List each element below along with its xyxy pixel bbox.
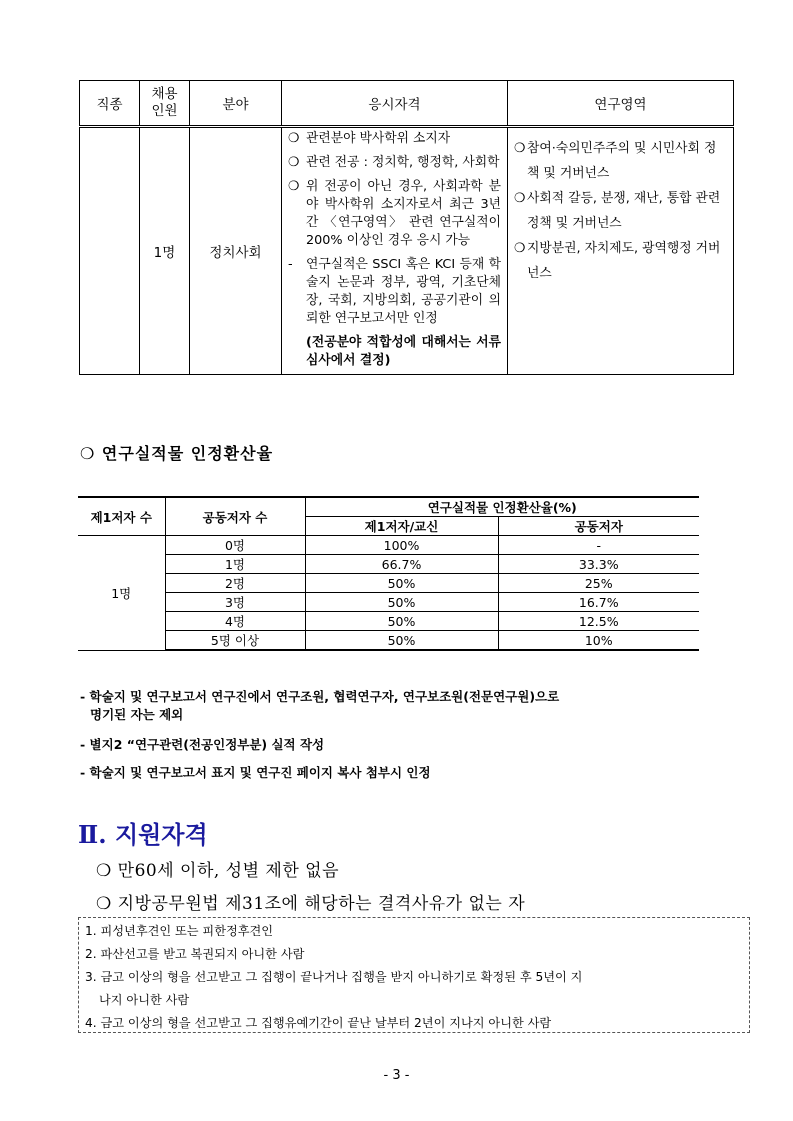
- first-author-value: 1명: [78, 536, 165, 651]
- header-field: 분야: [190, 81, 282, 127]
- header-count: [140, 81, 190, 127]
- table-row: 1명 66.7% 33.3%: [78, 555, 699, 574]
- conversion-rate-heading: ❍ 연구실적물 인정환산율: [80, 444, 274, 463]
- disqualification-item: 2. 파산선고를 받고 복권되지 아니한 사람: [85, 947, 305, 961]
- circle-bullet-icon: ❍: [288, 131, 300, 146]
- research-area-item: ❍ 참여·숙의민주주의 및 시민사회 정책 및 거버넌스: [514, 136, 727, 186]
- table-row: 1명 0명 100% -: [78, 536, 699, 555]
- eligibility-title: Ⅱ. 지원자격: [78, 820, 208, 849]
- qualification-item: - 연구실적은 SSCI 혹은 KCI 등재 학술지 논문과 정부, 광역, 기초단체장, 국회, 지방의회, 공공기관이 의뢰한 연구보고서만 인정: [288, 257, 501, 326]
- dash-bullet-icon: -: [288, 257, 293, 272]
- count-cell: 1명: [140, 127, 190, 375]
- job-cell: [80, 127, 140, 375]
- header-research-area: 연구영역: [508, 81, 734, 127]
- qualification-item: ❍ 관련분야 박사학위 소지자: [288, 131, 451, 146]
- table-row: 5명 이상 50% 10%: [78, 631, 699, 651]
- header-job: 직종: [80, 81, 140, 127]
- note-excluded-members: - 학술지 및 연구보고서 연구진에서 연구조원, 협력연구자, 연구보조원(전문연구원)으로 명기된 자는 제외: [80, 689, 560, 722]
- table-row: 4명 50% 12.5%: [78, 612, 699, 631]
- header-coauthor-count: 공동저자 수: [165, 497, 305, 536]
- research-area-cell: [508, 127, 734, 375]
- circle-bullet-icon: ❍: [288, 179, 300, 194]
- conversion-header-row: [78, 497, 699, 517]
- circle-bullet-icon: ❍: [514, 191, 526, 206]
- disqualification-item: 3. 금고 이상의 형을 선고받고 그 집행이 끝나거나 집행을 받지 아니하기로 확정된 후 5년이 지: [85, 970, 583, 984]
- disqualification-item: 4. 금고 이상의 형을 선고받고 그 집행유예기간이 끝난 날부터 2년이 지나지 아니한 사람: [85, 1016, 552, 1030]
- table-row: 3명 50% 16.7%: [78, 593, 699, 612]
- field-cell: 정치사회: [190, 127, 282, 375]
- note-copy-attachment: - 학술지 및 연구보고서 표지 및 연구진 페이지 복사 첨부시 인정: [80, 765, 431, 780]
- eligibility-condition: ❍ 만60세 이하, 성별 제한 없음: [96, 861, 340, 881]
- eligibility-condition: ❍ 지방공무원법 제31조에 해당하는 결격사유가 없는 자: [96, 894, 526, 914]
- disqualification-item: 1. 피성년후견인 또는 피한정후견인: [85, 924, 274, 938]
- circle-bullet-icon: ❍: [288, 155, 300, 170]
- research-area-item: ❍ 사회적 갈등, 분쟁, 재난, 통합 관련 정책 및 거버넌스: [514, 186, 727, 236]
- research-area-item: ❍ 지방분권, 자치제도, 광역행정 거버넌스: [514, 236, 727, 286]
- header-count-line2: 인원: [151, 103, 178, 119]
- conversion-rate-table: [78, 496, 699, 651]
- recruitment-row: [80, 127, 734, 375]
- header-rate-group: 연구실적물 인정환산율(%): [305, 497, 699, 517]
- qualification-item: ❍ 관련 전공 : 정치학, 행정학, 사회학: [288, 155, 500, 170]
- header-first-author-count: 제1저자 수: [78, 497, 165, 536]
- note-appendix-2: - 별지2 “연구관련(전공인정부분) 실적 작성: [80, 737, 325, 752]
- disqualification-item-continued: 나지 아니한 사람: [99, 993, 190, 1007]
- table-row: 2명 50% 25%: [78, 574, 699, 593]
- disqualification-box: [78, 917, 750, 1033]
- circle-bullet-icon: ❍: [514, 241, 526, 256]
- header-coauthor-rate: 공동저자: [498, 517, 699, 536]
- qualification-cell: [282, 127, 508, 375]
- recruitment-table: [79, 80, 734, 375]
- circle-bullet-icon: ❍: [514, 141, 526, 156]
- page-number: - 3 -: [383, 1068, 410, 1083]
- qualification-item: ❍ 위 전공이 아닌 경우, 사회과학 분야 박사학위 소지자로서 최근 3년간 〈연구영역〉 관련 연구실적이 200% 이상인 경우 응시 가능: [288, 179, 501, 248]
- header-count-line1: 채용: [151, 86, 178, 102]
- qualification-note: (전공분야 적합성에 대해서는 서류심사에서 결정): [306, 335, 501, 368]
- recruitment-table-header: [80, 81, 734, 127]
- header-qualification: 응시자격: [282, 81, 508, 127]
- header-first-corresponding: 제1저자/교신: [305, 517, 498, 536]
